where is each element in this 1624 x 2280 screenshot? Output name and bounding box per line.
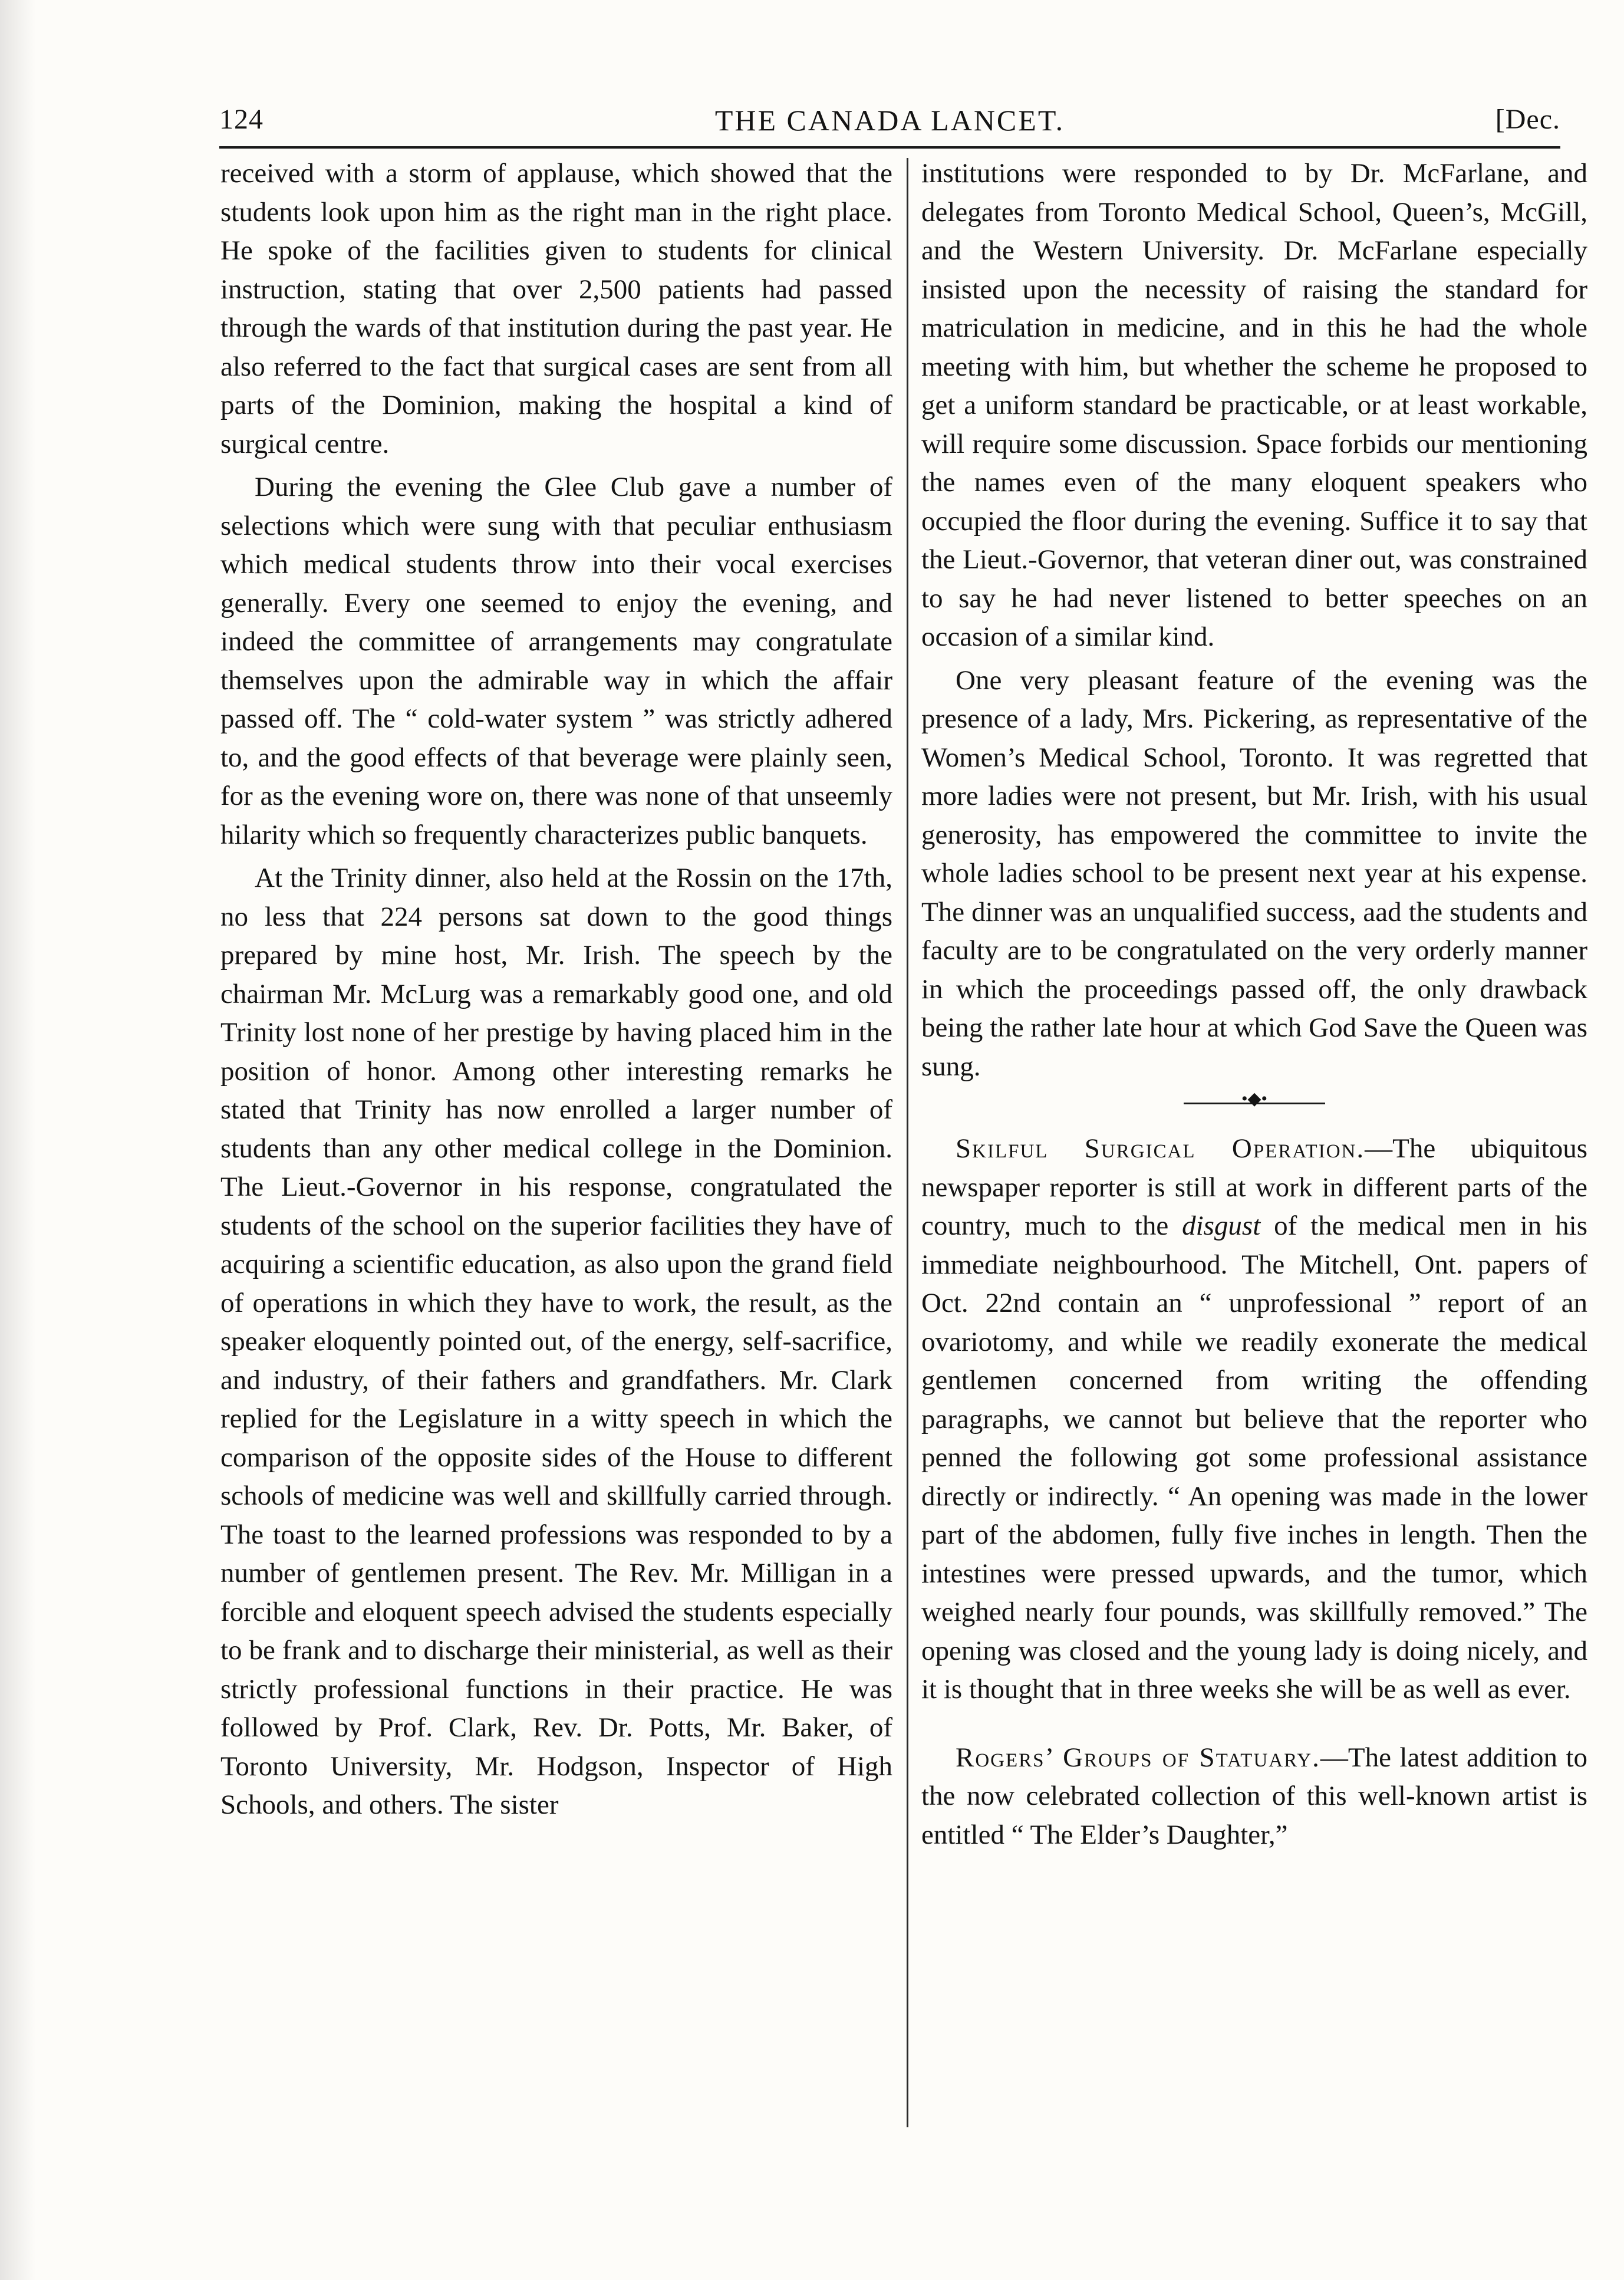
paragraph: At the Trinity dinner, also held at the Rossin on the 17th, no less that 224 persons sat down to the good things prepared by mine host, Mr. Irish. The speech by the chairman Mr. McLurg was a remarkably good one, and old Trinity lost none of her prestige by having placed him in the position of honor. Among other interesting remarks he stated that Trinity has now enrolled a larger number of students than any other medical college in the Dominion. The Lieut.-Governor in his response, congratulated the students of the school on the superior facilities they have of acquiring a scientific education, as also upon the grand field of operations in which they have to work, the result, as the speaker eloquently pointed out, of the energy, self-sacrifice, and industry, of their fathers and grandfathers. Mr. Clark replied for the Legislature in a witty speech in which the comparison of the opposite sides of the House to different schools of medicine was well and skillfully carried through. The toast to the learned professions was responded to by a number of gentlemen present. The Rev. Mr. Milligan in a forcible and eloquent speech advised the students especially to be frank and to discharge their ministerial, as well as their strictly professional functions in their practice. He was followed by Prof. Clark, Rev. Dr. Potts, Mr. Baker, of Toronto University, Mr. Hodgson, Inspector of High Schools, and others. The sister bbox=[220, 863, 892, 1820]
paragraph: One very pleasant feature of the evening was the presence of a lady, Mrs. Pickering, as representative of the Women’s Medical School, Toronto. It was regretted that more ladies were not present, but Mr. Irish, with his usual generosity, has empowered the committee to invite the whole ladies school to be present next year at his expense. The dinner was an unqualified success, aad the students and faculty are to be congratulated on the very orderly manner in which the proceedings passed off, the only drawback being the rather late hour at which God Save the Queen was sung. bbox=[921, 664, 1587, 1082]
header-rule bbox=[219, 146, 1560, 149]
paragraph: institutions were responded to by Dr. McFarlane, and delegates from Toronto Medical School, Queen’s, McGill, and the Western University. Dr. McFarlane especially insisted upon the necessity of raising the standard for matriculation in medicine, and in this he had the whole meeting with him, but whether the scheme he proposed to get a uniform standard be practicable, or at least workable, will require some discussion. Space forbids our mentioning the names even of the many eloquent speakers who occupied the floor during the evening. Suffice it to say that the Lieut.-Governor, that veteran diner out, was constrained to say he had never listened to better speeches on an occasion of a similar kind. bbox=[921, 158, 1587, 652]
journal-title: THE CANADA LANCET. bbox=[714, 104, 1065, 137]
article-heading: Skilful Surgical Operation. bbox=[956, 1133, 1365, 1164]
divider-ornament: •◆• bbox=[1241, 1089, 1268, 1108]
paragraph: During the evening the Glee Club gave a number of selections which were sung with that peculiar enthusiasm which medical students throw into their vocal exercises generally. Every one seemed to enjoy the evening, and indeed the committee of arrangements may congratulate themselves upon the admirable way in which the affair passed off. The “ cold-water system ” was strictly adhered to, and the good effects of that beverage were plainly seen, for as the evening wore on, there was none of that unseemly hilarity which so frequently characterizes public banquets. bbox=[220, 472, 892, 850]
running-header bbox=[219, 103, 1560, 144]
article-body: —The ubiquitous newspaper reporter is still at work in different parts of the country, much to the bbox=[921, 1133, 1587, 1241]
left-column bbox=[220, 154, 892, 1825]
emphasis-word: disgust bbox=[1182, 1210, 1261, 1241]
article-body-continued: of the medical men in his immediate neighbourhood. The Mitchell, Ont. papers of Oct. 22nd contain an “ unprofessional ” report of an ovariotomy, and while we readily exonerate the medical gentlemen concerned from writing the offending paragraphs, we cannot but believe that the reporter who penned the following got some professional assistance directly or indirectly. “ An opening was made in the lower part of the abdomen, fully five inches in length. Then the intestines were pressed upwards, and the tumor, which weighed nearly four pounds, was skillfully removed.” The opening was closed and the young lady is doing nicely, and it is thought that in three weeks she will be as well as ever. bbox=[921, 1210, 1587, 1705]
right-column bbox=[921, 154, 1587, 1854]
paragraph: received with a storm of applause, which showed that the students look upon him as the right man in the right place. He spoke of the facilities given to students for clinical instruction, stating that over 2,500 patients had passed through the wards of that institution during the past year. He also referred to the fact that surgical cases are sent from all parts of the Dominion, making the hospital a kind of surgical centre. bbox=[220, 158, 892, 459]
scan-edge-shadow bbox=[0, 0, 35, 2280]
spacer bbox=[921, 1709, 1587, 1727]
page-number: 124 bbox=[219, 104, 263, 135]
issue-month bbox=[1495, 103, 1560, 136]
column-rule bbox=[907, 158, 908, 2127]
article-rogers-groups bbox=[921, 1739, 1587, 1855]
issue-month-text: [Dec. bbox=[1495, 104, 1560, 135]
article-body: —The latest addition to the now celebrated collection of this well-known artist is entitled “ The Elder’s Daughter,” bbox=[921, 1742, 1587, 1850]
article-heading: Rogers’ Groups of Statuary. bbox=[956, 1742, 1320, 1773]
article-skilful-surgical-operation bbox=[921, 1130, 1587, 1709]
section-divider bbox=[1184, 1089, 1325, 1108]
